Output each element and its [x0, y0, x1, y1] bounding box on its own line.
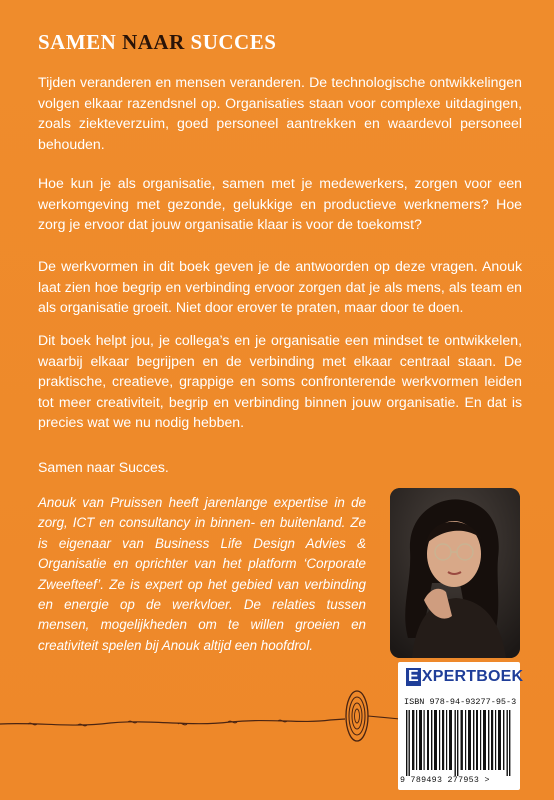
- barcode-icon: [404, 710, 514, 776]
- isbn-barcode-box: [398, 662, 524, 790]
- title-part-2: NAAR: [122, 30, 185, 54]
- publisher-logo-initial: E: [408, 668, 419, 685]
- title-part-3: SUCCES: [184, 30, 277, 54]
- title-part-1: SAMEN: [38, 30, 123, 54]
- author-portrait: [390, 488, 520, 658]
- blurb-paragraph-3: De werkvormen in dit boek geven je de antwoorden op deze vragen. Anouk laat zien hoe begrip en verbinding ervoor zorgen dat je als mens, als team en als organisatie groeit. Niet door erover te praten, maar door te doen.: [38, 258, 522, 315]
- blurb-paragraph-4: Dit boek helpt jou, je collega’s en je organisatie een mindset te ontwikkelen, waarbij elkaar begrijpen en de verbinding met elkaar centraal staan. De praktische, creatieve, grappige en soms confronterende werkvormen leiden tot meer creativiteit, begrip en verbinding binnen jouw organisatie. En dat is precies wat we nu nodig hebben.: [38, 332, 522, 430]
- book-title: [38, 30, 276, 55]
- publisher-logo-text: XPERTBOEK: [421, 668, 524, 685]
- publisher-logo: [406, 668, 523, 686]
- blurb-tagline: Samen naar Succes.: [38, 459, 169, 475]
- isbn-label: ISBN 978-94-93277-95-3: [404, 697, 517, 707]
- blurb-paragraph-2: Hoe kun je als organisatie, samen met je medewerkers, zorgen voor een werkomgeving met gezonde, gelukkige en productieve werknemers? Hoe zorg je ervoor dat jouw organisatie klaar is voor de toekomst?: [38, 175, 522, 232]
- author-portrait-image: [390, 488, 520, 658]
- barcode-digits: 9 789493 277953 >: [400, 776, 490, 785]
- wire-spiral-icon: [0, 672, 400, 742]
- blurb-paragraph-1: Tijden veranderen en mensen veranderen. De technologische ontwikkelingen volgen elkaar razendsnel op. Organisaties staan voor complexe uitdagingen, zoals ziekteverzuim, goed personeel aantrekken en waardevol personeel behouden.: [38, 74, 522, 152]
- author-bio: Anouk van Pruissen heeft jarenlange expertise in de zorg, ICT en consultancy in binnen- en buitenland. Ze is eigenaar van Business Life Design Advies & Organisatie en oprichter van het platform ‘Corporate Zweefteef’. Ze is expert op het gebied van verbinding en energie op de werkvloer. De relaties tussen mensen, mogelijkheden om te willen groeien en creativiteit spelen bij Anouk altijd een hoofdrol.: [38, 495, 366, 653]
